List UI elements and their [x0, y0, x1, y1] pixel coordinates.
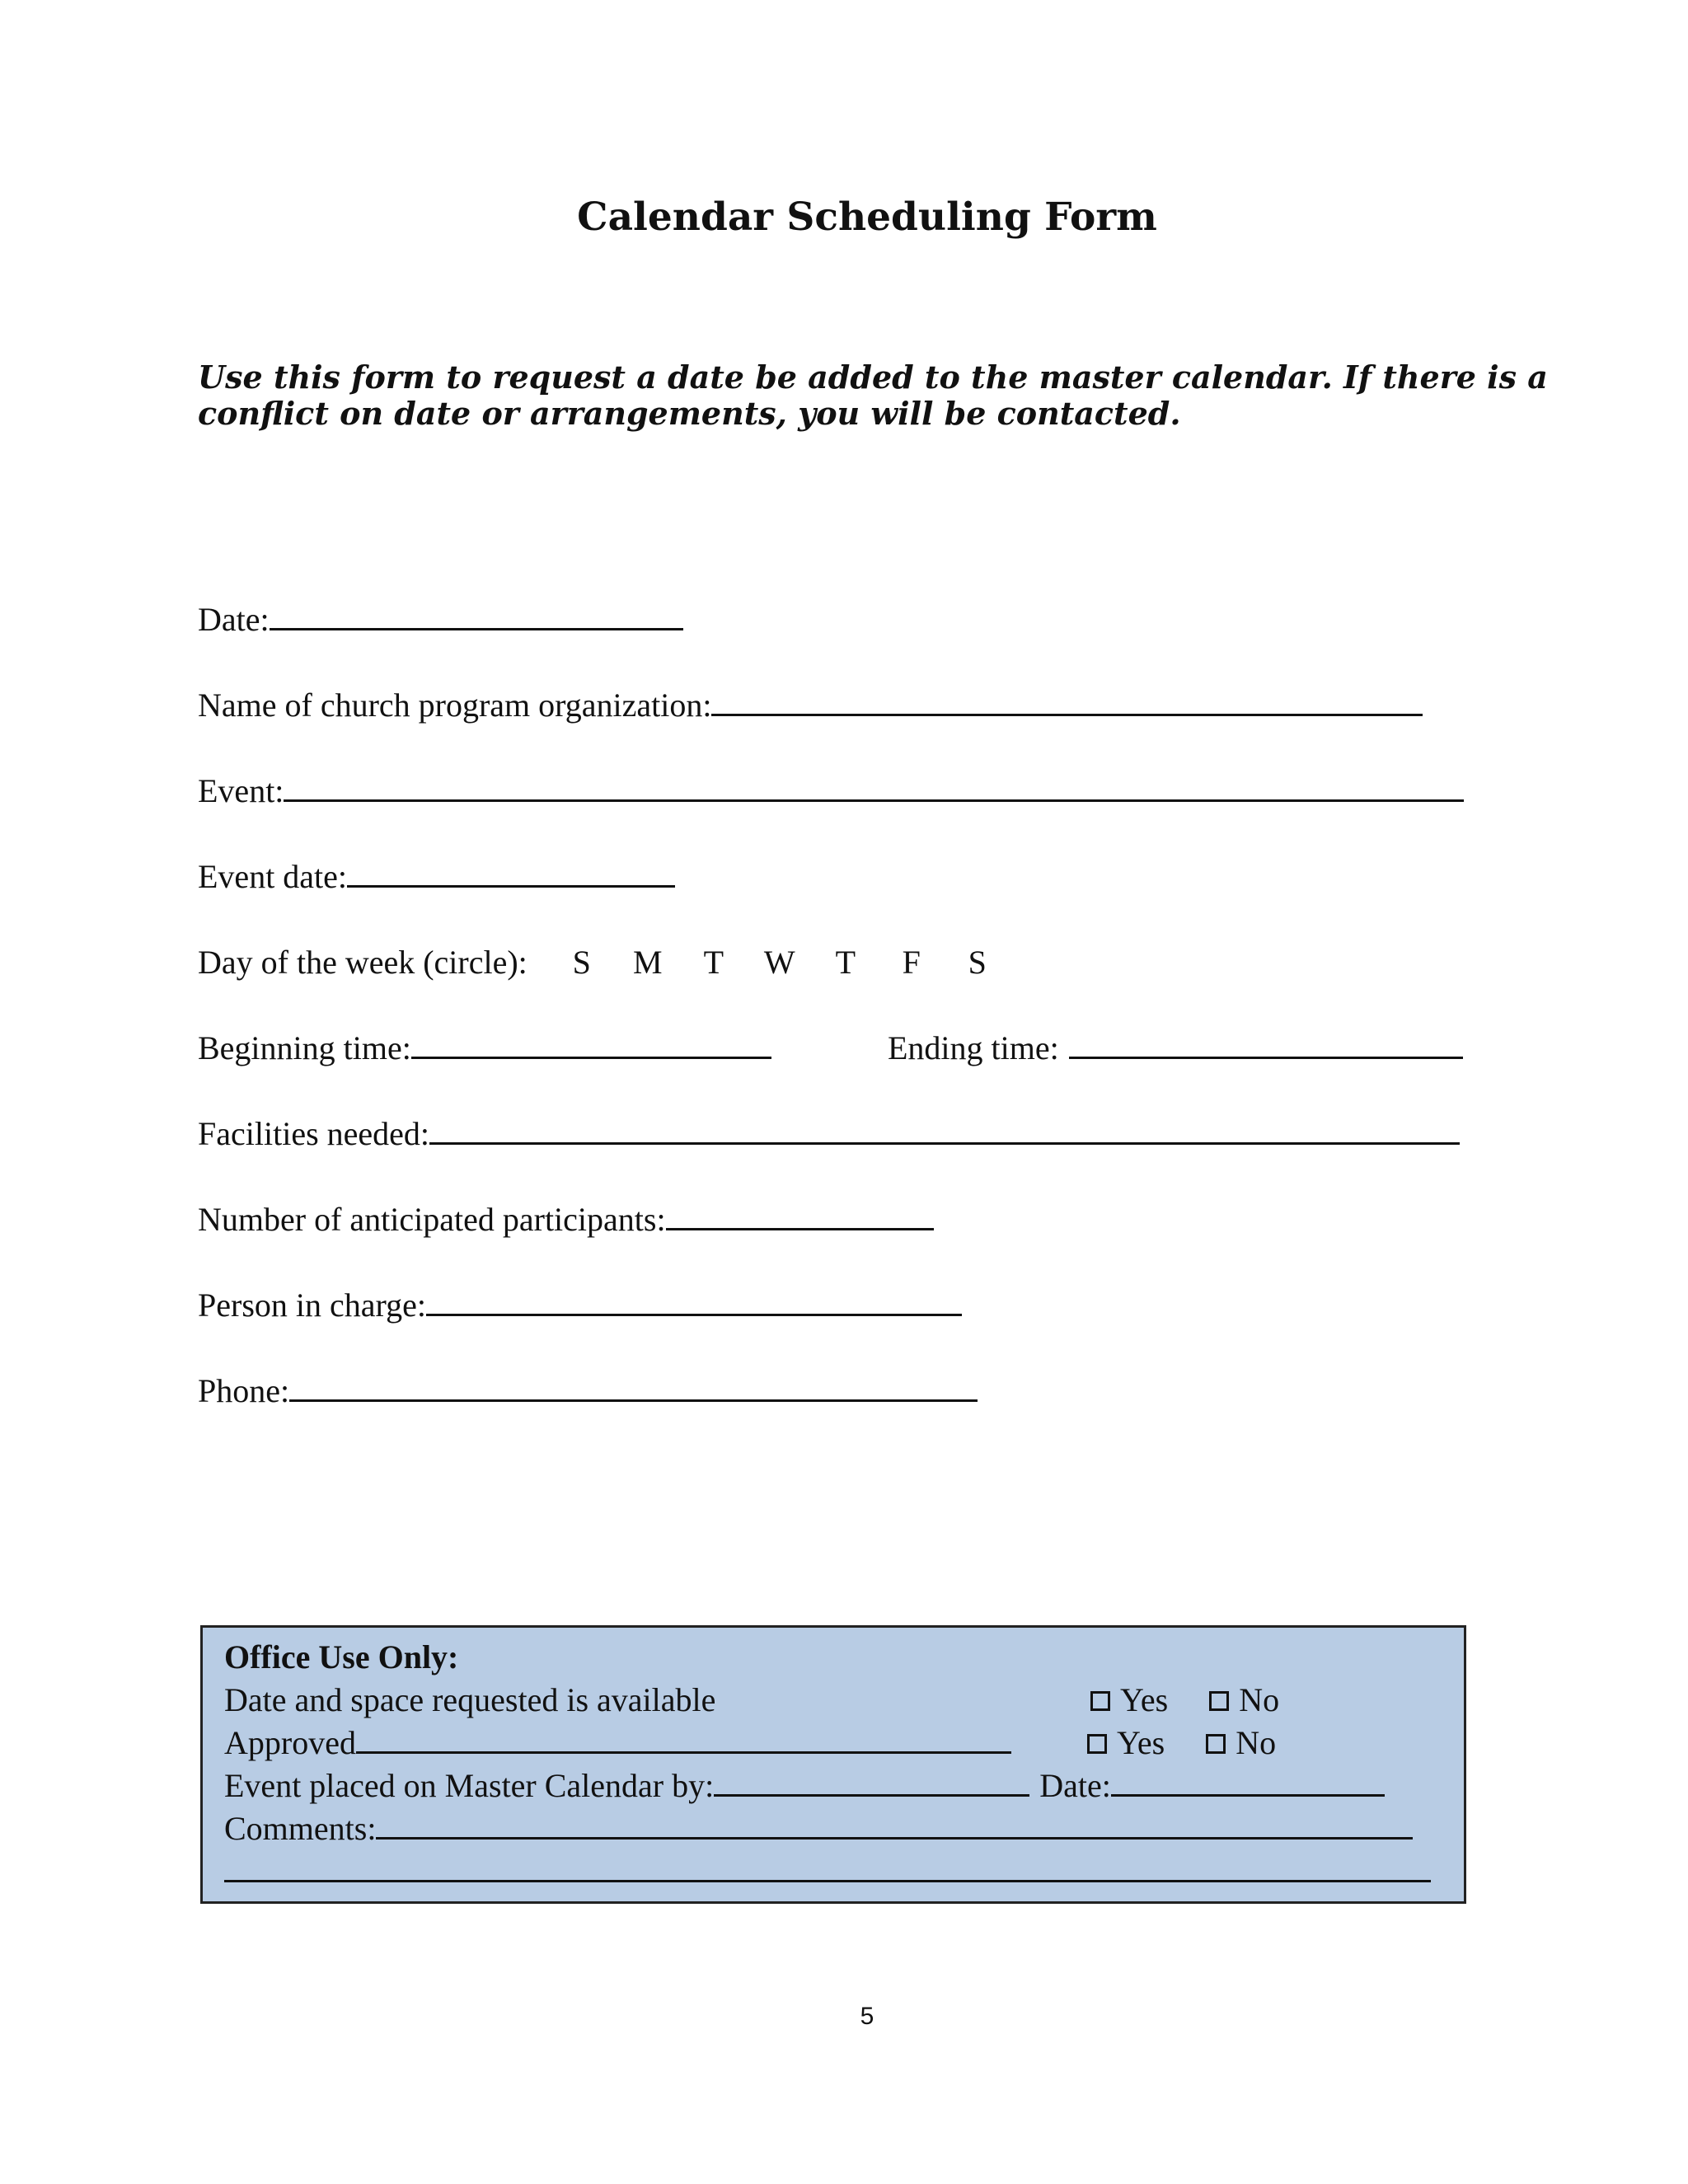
phone-field: [198, 1371, 978, 1410]
facilities-field: [198, 1114, 1460, 1153]
approved-options: [1087, 1723, 1276, 1762]
day-of-week-field: [198, 943, 1010, 982]
day-wednesday[interactable]: W: [763, 944, 795, 981]
approved-yes-checkbox[interactable]: [1087, 1734, 1107, 1754]
participants-label: Number of anticipated participants:: [198, 1201, 666, 1238]
day-sunday[interactable]: S: [572, 944, 591, 981]
date-input-line[interactable]: [270, 600, 683, 630]
placed-by-row: [224, 1766, 1385, 1805]
day-saturday[interactable]: S: [968, 944, 987, 981]
approved-label: Approved: [224, 1724, 356, 1761]
ending-time-input-line[interactable]: [1069, 1029, 1463, 1059]
available-yes-checkbox[interactable]: [1090, 1691, 1110, 1711]
date-field: [198, 600, 683, 639]
person-in-charge-label: Person in charge:: [198, 1286, 426, 1324]
comments-label: Comments:: [224, 1810, 377, 1847]
approved-row: [224, 1723, 1011, 1762]
available-yes-label: Yes: [1120, 1681, 1169, 1718]
page-number: 5: [860, 2003, 874, 2030]
date-label: Date:: [198, 601, 270, 638]
placed-by-label: Event placed on Master Calendar by:: [224, 1767, 715, 1804]
day-options: [549, 943, 1010, 982]
available-row: [224, 1680, 715, 1719]
available-yes-option[interactable]: [1090, 1680, 1168, 1719]
available-no-checkbox[interactable]: [1209, 1691, 1229, 1711]
comments-input-line[interactable]: [376, 1809, 1413, 1840]
comments-continuation-row: [224, 1852, 1431, 1882]
person-in-charge-input-line[interactable]: [426, 1286, 962, 1316]
organization-input-line[interactable]: [711, 686, 1423, 716]
approved-yes-label: Yes: [1117, 1724, 1165, 1761]
participants-field: [198, 1200, 934, 1239]
beginning-time-input-line[interactable]: [411, 1029, 771, 1059]
approved-yes-option[interactable]: [1087, 1723, 1165, 1762]
participants-input-line[interactable]: [666, 1200, 934, 1230]
organization-label: Name of church program organization:: [198, 687, 712, 724]
day-of-week-label: Day of the week (circle):: [198, 944, 528, 981]
facilities-label: Facilities needed:: [198, 1115, 430, 1152]
available-no-label: No: [1239, 1681, 1280, 1718]
event-label: Event:: [198, 772, 284, 809]
approved-no-option[interactable]: [1206, 1723, 1276, 1762]
ending-time-label: Ending time:: [888, 1029, 1059, 1066]
approved-no-label: No: [1236, 1724, 1277, 1761]
form-instructions: Use this form to request a date be added to the master calendar. If there is a conflict on date or arrangements, you will be contacted.: [198, 359, 1548, 432]
phone-label: Phone:: [198, 1372, 290, 1409]
day-friday[interactable]: F: [902, 944, 921, 981]
day-tuesday[interactable]: T: [703, 944, 724, 981]
available-label: Date and space requested is available: [224, 1681, 716, 1718]
ending-time-field: [888, 1029, 1463, 1067]
office-use-box: [200, 1625, 1466, 1904]
form-title: Calendar Scheduling Form: [577, 194, 1157, 240]
approved-input-line[interactable]: [356, 1723, 1011, 1754]
event-input-line[interactable]: [284, 771, 1464, 802]
comments-continuation-line[interactable]: [224, 1852, 1431, 1882]
event-field: [198, 771, 1464, 810]
facilities-input-line[interactable]: [429, 1114, 1460, 1145]
placed-date-input-line[interactable]: [1111, 1766, 1385, 1797]
event-date-input-line[interactable]: [347, 857, 675, 888]
office-heading: Office Use Only:: [224, 1638, 459, 1675]
event-date-label: Event date:: [198, 858, 348, 895]
placed-date-label: Date:: [1039, 1767, 1111, 1804]
day-thursday[interactable]: T: [835, 944, 856, 981]
placed-by-input-line[interactable]: [714, 1766, 1029, 1797]
phone-input-line[interactable]: [289, 1371, 978, 1402]
day-monday[interactable]: M: [633, 944, 663, 981]
person-in-charge-field: [198, 1286, 962, 1324]
beginning-time-field: [198, 1029, 771, 1067]
organization-field: [198, 686, 1423, 724]
beginning-time-label: Beginning time:: [198, 1029, 411, 1066]
comments-row: [224, 1809, 1413, 1848]
event-date-field: [198, 857, 675, 896]
available-options: [1090, 1680, 1279, 1719]
available-no-option[interactable]: [1209, 1680, 1279, 1719]
approved-no-checkbox[interactable]: [1206, 1734, 1226, 1754]
